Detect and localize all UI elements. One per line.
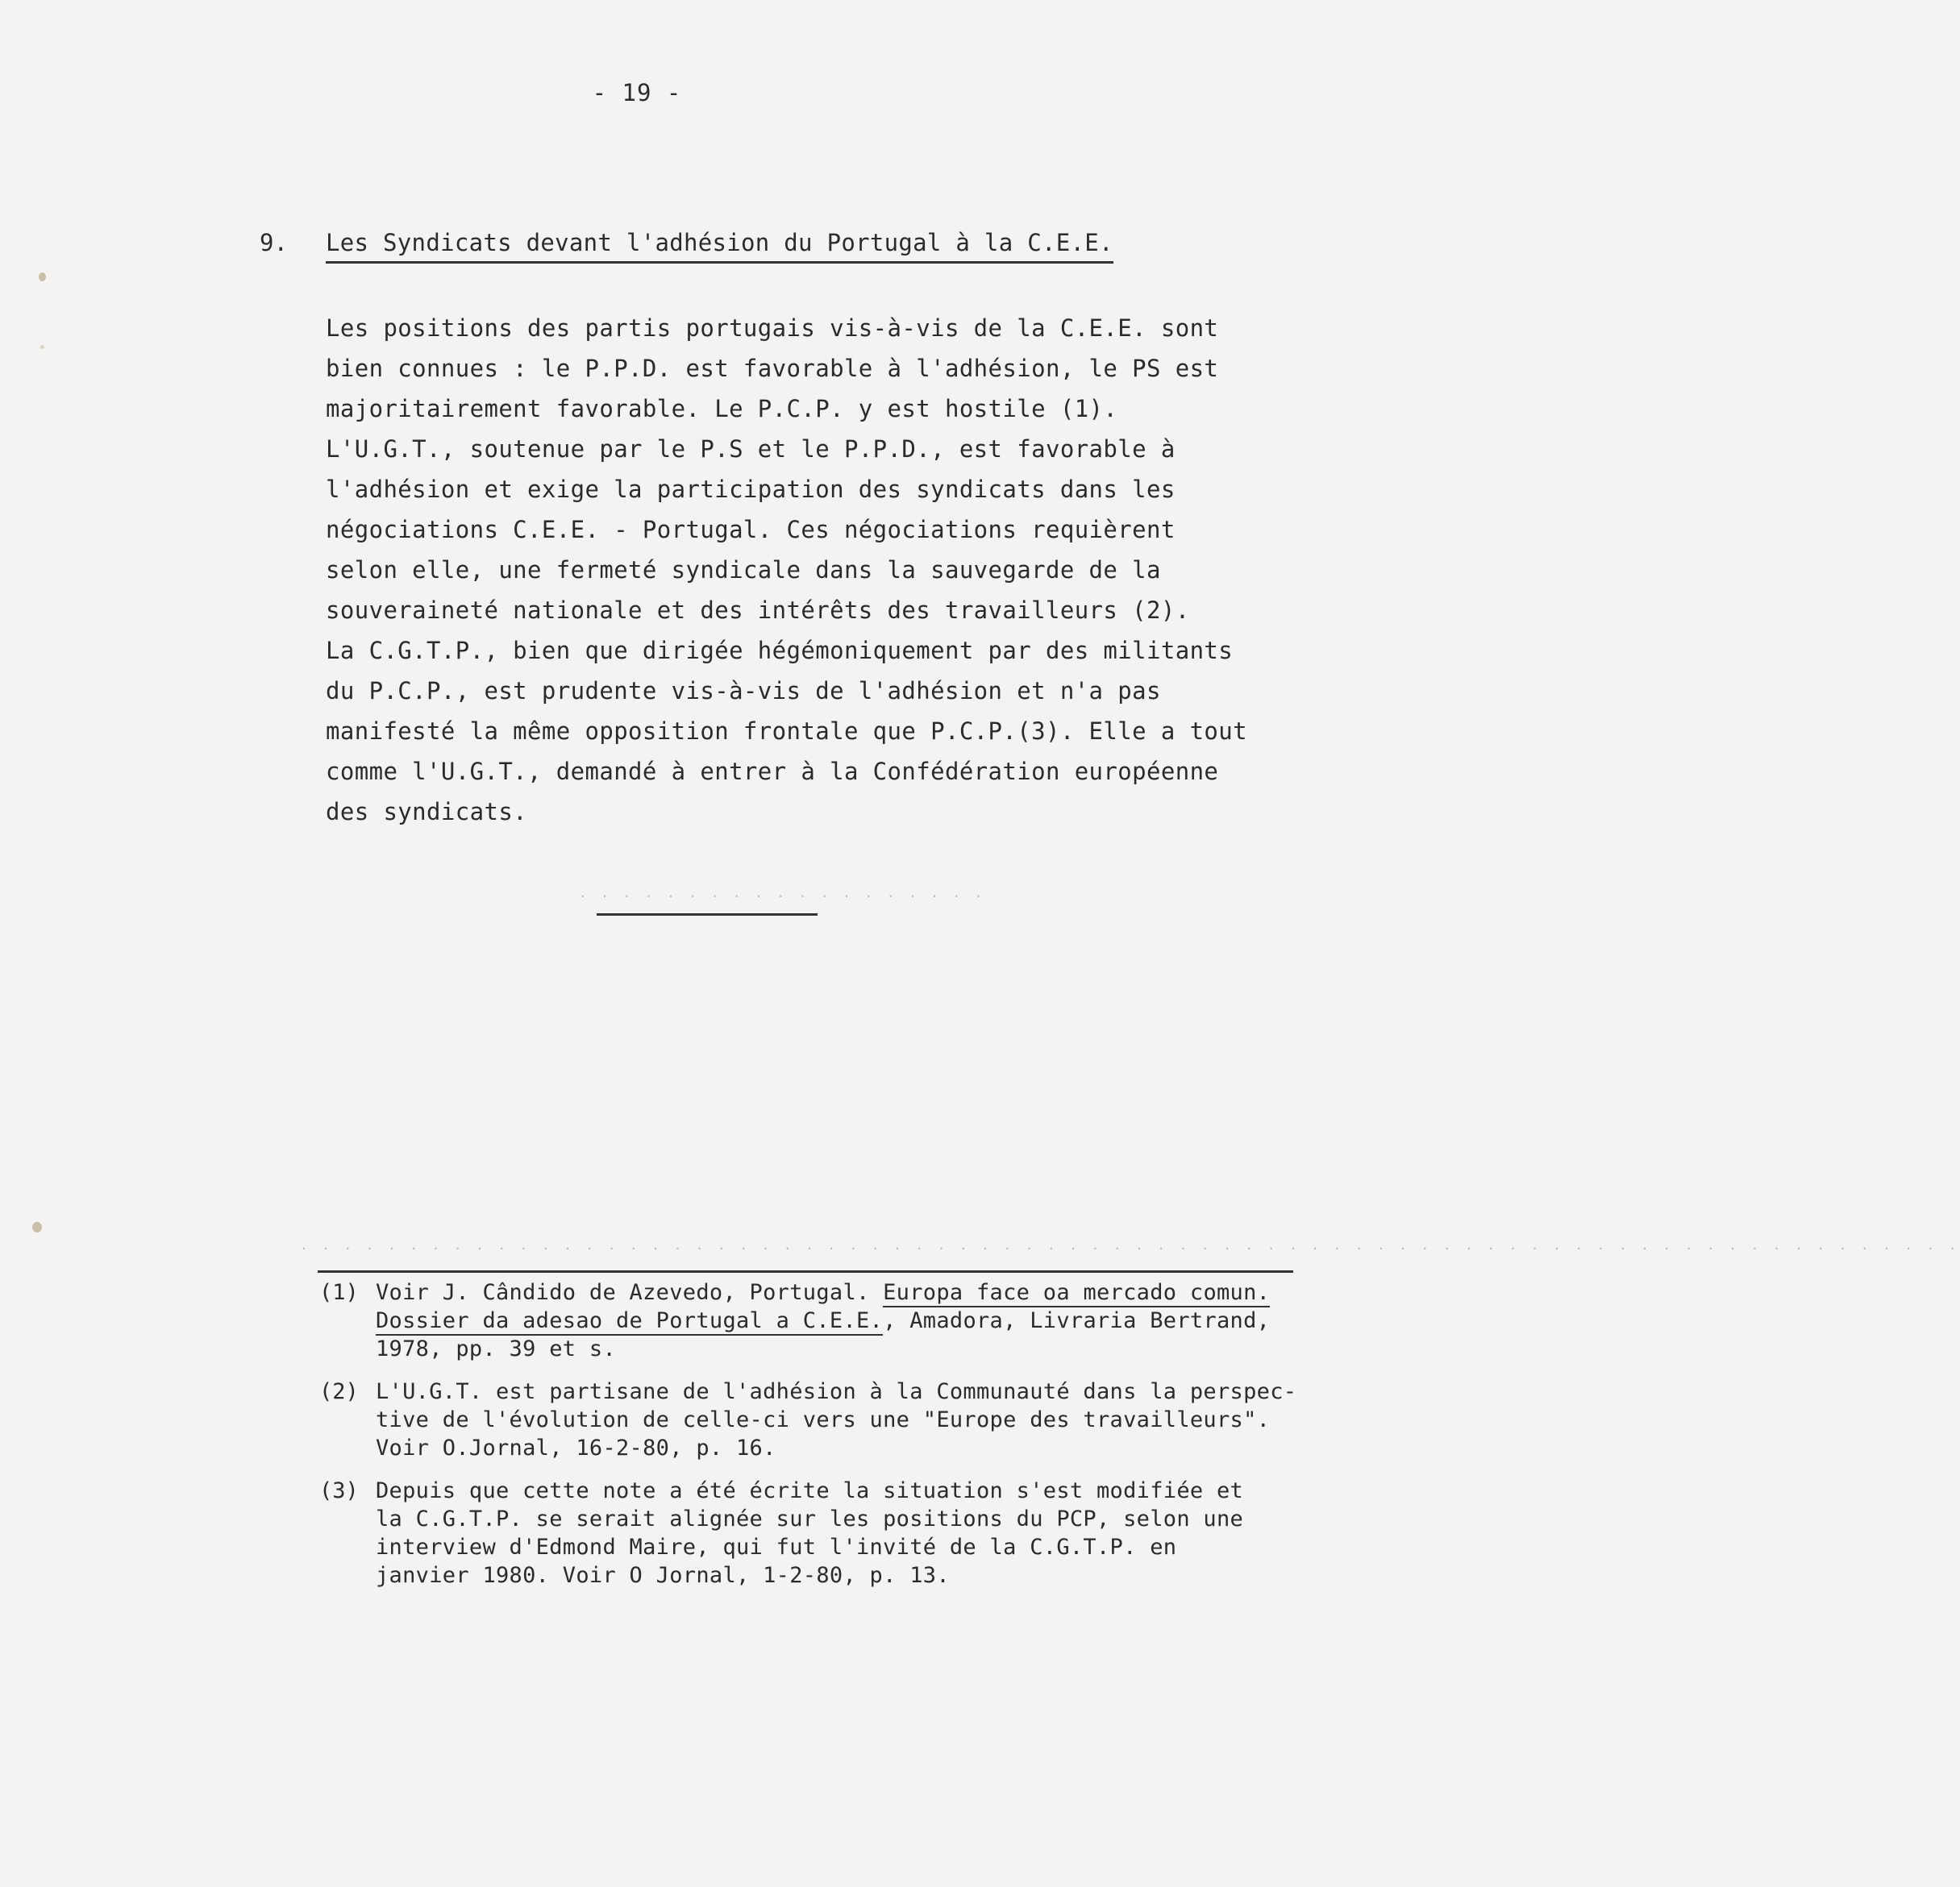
- paper-speck: [32, 1222, 42, 1232]
- body-line: des syndicats.: [326, 798, 528, 825]
- footnote-line: janvier 1980. Voir O Jornal, 1-2-80, p. 13.: [376, 1563, 950, 1588]
- footnotes: [319, 1278, 1319, 1604]
- footnote-number: (1): [319, 1280, 359, 1305]
- footnote-3: [319, 1477, 1319, 1590]
- body-line: selon elle, une fermeté syndicale dans la sauvegarde de la: [326, 556, 1161, 584]
- body-line: bien connues : le P.P.D. est favorable à l'adhésion, le PS est: [326, 355, 1219, 382]
- footnote-number: (3): [319, 1478, 359, 1503]
- body-line: La C.G.T.P., bien que dirigée hégémoniquement par des militants: [326, 637, 1234, 664]
- paper-speck: [40, 345, 44, 349]
- body-line: comme l'U.G.T., demandé à entrer à la Confédération européenne: [326, 758, 1219, 785]
- footnote-line: 1978, pp. 39 et s.: [376, 1336, 616, 1361]
- footnote-line: [376, 1278, 1319, 1307]
- body-line: majoritairement favorable. Le P.C.P. y est hostile (1).: [326, 395, 1118, 422]
- footnote-number: (2): [319, 1379, 359, 1404]
- section-number: 9.: [260, 229, 288, 256]
- footnote-line: Depuis que cette note a été écrite la situation s'est modifiée et: [376, 1478, 1244, 1503]
- body-line: souveraineté nationale et des intérêts des travailleurs (2).: [326, 596, 1190, 624]
- footnote-2: [319, 1378, 1319, 1462]
- footnote-text: Voir J. Cândido de Azevedo, Portugal.: [376, 1280, 884, 1305]
- body-paragraph: [326, 308, 1248, 832]
- footnote-line: interview d'Edmond Maire, qui fut l'invité de la C.G.T.P. en: [376, 1535, 1177, 1560]
- cited-title: Europa face oa mercado comun.: [883, 1280, 1270, 1307]
- page-number: - 19 -: [592, 79, 682, 106]
- footnote-1: [319, 1278, 1319, 1363]
- body-line: Les positions des partis portugais vis-à-vis de la C.E.E. sont: [326, 314, 1219, 342]
- footnote-line: [376, 1307, 1319, 1335]
- body-line: l'adhésion et exige la participation des syndicats dans les: [326, 476, 1176, 503]
- footnote-line: tive de l'évolution de celle-ci vers une "Europe des travailleurs".: [376, 1407, 1271, 1432]
- paper-speck: [39, 272, 46, 281]
- footnote-line: Voir O.Jornal, 16-2-80, p. 16.: [376, 1436, 776, 1461]
- section-title: Les Syndicats devant l'adhésion du Portugal à la C.E.E.: [326, 229, 1113, 264]
- footnote-line: L'U.G.T. est partisane de l'adhésion à la Communauté dans la perspec-: [376, 1379, 1297, 1404]
- body-line: L'U.G.T., soutenue par le P.S et le P.P.D., est favorable à: [326, 435, 1176, 463]
- cited-title: Dossier da adesao de Portugal a C.E.E.: [376, 1308, 883, 1336]
- body-line: négociations C.E.E. - Portugal. Ces négociations requièrent: [326, 516, 1176, 543]
- body-line: manifesté la même opposition frontale que P.C.P.(3). Elle a tout: [326, 717, 1248, 745]
- footnote-text: , Amadora, Livraria Bertrand,: [883, 1308, 1271, 1333]
- footnote-rule: [318, 1270, 1293, 1273]
- dotted-separator: . . . . . . . . . . . . . . . . . . .: [579, 885, 986, 900]
- body-line: du P.C.P., est prudente vis-à-vis de l'adhésion et n'a pas: [326, 677, 1161, 705]
- dotted-separator: . . . . . . . . . . . . . . . . . . . . . . . . . . . . . . . . . . . . . . . . . . . . . . . . . . . . . . . . . . . . . . . . . . . . . . . . . . . .: [300, 1237, 1960, 1253]
- footnote-line: la C.G.T.P. se serait alignée sur les positions du PCP, selon une: [376, 1507, 1244, 1532]
- section-end-rule: [597, 913, 818, 916]
